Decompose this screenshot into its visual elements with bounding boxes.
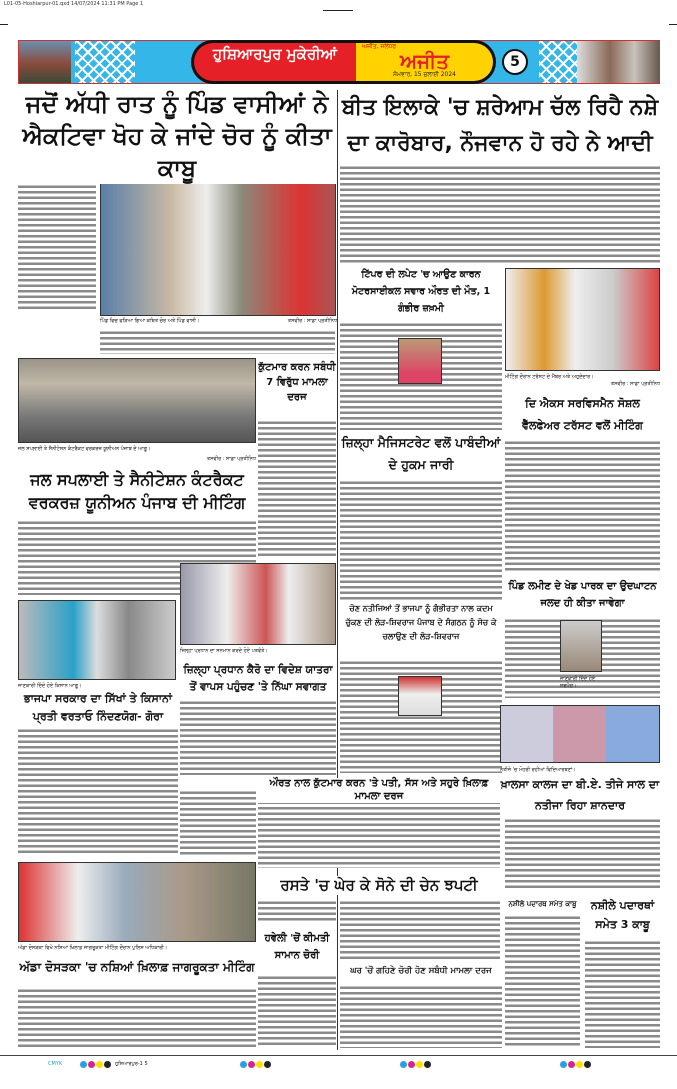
headline-bjp: ਭਾਜਪਾ ਸਰਕਾਰ ਦਾ ਸਿੱਖਾਂ ਤੇ ਕਿਸਾਨਾਂ ਪ੍ਰਤੀ ਵਰਤਾਓ ਨਿੰਦਣਯੋਗ- ਗੋਰਾ <box>18 690 178 726</box>
column-divider <box>337 90 338 1050</box>
article-body <box>340 480 502 600</box>
color-dot-magenta <box>248 1061 255 1068</box>
photo-farmers <box>18 600 176 680</box>
page-code: ਹੁਸ਼ਿਆਰਪੁਰ-1 5 <box>115 1061 148 1067</box>
photo-caption: ਜ਼ਿਲ੍ਹਾ ਪ੍ਰਧਾਨ ਦਾ ਸਨਮਾਨ ਕਰਦੇ ਹੋਏ ਪਤਵੰਤੇ। <box>180 648 268 654</box>
article-body <box>340 900 500 960</box>
article-body <box>258 420 336 558</box>
footer-rule <box>0 1055 677 1056</box>
headline-thief: ਜਦੋਂ ਅੱਧੀ ਰਾਤ ਨੂੰ ਪਿੰਡ ਵਾਸੀਆਂ ਨੇ ਐਕਟਿਵਾ ਖੋਹ ਕੇ ਜਾਂਦੇ ਚੋਰ ਨੂੰ ਕੀਤਾ ਕਾਬੂ <box>18 88 336 184</box>
color-dot-cyan <box>80 1061 87 1068</box>
article-body <box>505 818 660 890</box>
photo-union-meeting <box>18 358 256 443</box>
color-dot-black <box>584 1061 591 1068</box>
article-body <box>180 790 256 855</box>
headline-drugs: ਬੀਤ ਇਲਾਕੇ 'ਚ ਸ਼ਰੇਆਮ ਚੱਲ ਰਿਹੈ ਨਸ਼ੇ ਦਾ ਕਾਰੋਬਾਰ, ਨੌਜਵਾਨ ਹੋ ਰਹੇ ਨੇ ਆਦੀ <box>340 90 660 162</box>
photo-caption: ਜਾਣਕਾਰੀ ਦਿੰਦੇ ਹੋਏ ਕਿਸਾਨ ਆਗੂ। <box>18 683 82 689</box>
masthead-photo-left <box>19 41 71 83</box>
photo-welcome <box>180 563 336 645</box>
article-body <box>505 915 580 1048</box>
headline-arrest-1: ਨਸ਼ੀਲੇ ਪਦਾਰਥ ਸਮੇਤ ਕਾਬੂ <box>505 900 580 909</box>
crop-mark <box>0 24 8 25</box>
color-dot-black <box>424 1061 431 1068</box>
headline-wife-assault: ਔਰਤ ਨਾਲ ਕੁੱਟਮਾਰ ਕਰਨ 'ਤੇ ਪਤੀ, ਸੱਸ ਅਤੇ ਸਹੁਰੇ ਖ਼ਿਲਾਫ਼ ਮਾਮਲਾ ਦਰਜ <box>258 778 500 803</box>
color-dot-magenta <box>408 1061 415 1068</box>
headline-adda-meeting: ਅੱਡਾ ਦੋਸੜਕਾ 'ਚ ਨਸ਼ਿਆਂ ਖ਼ਿਲਾਫ਼ ਜਾਗਰੂਕਤਾ ਮੀਟਿੰਗ <box>19 960 255 974</box>
color-dot-cyan <box>400 1061 407 1068</box>
headline-trust: ਦਿ ਐਕਸ ਸਰਵਿਸਮੈਨ ਸੋਸ਼ਲ ਵੈੱਲਫੇਅਰ ਟਰੱਸਟ ਵਲੋਂ ਮੀਟਿੰਗ <box>505 393 660 437</box>
article-body <box>18 728 178 853</box>
masthead-photo-right <box>577 41 659 83</box>
color-dot-yellow <box>256 1061 263 1068</box>
photo-credit: ਤਸਵੀਰ : ਸਾਡਾ ਪ੍ਰਤੀਨਿਧ <box>610 381 660 387</box>
issue-date: ਸੋਮਵਾਰ, 15 ਜੁਲਾਈ 2024 <box>393 71 456 78</box>
color-dot-cyan <box>560 1061 567 1068</box>
registration-mark <box>323 10 353 11</box>
color-dot-magenta <box>88 1061 95 1068</box>
headline-college: ਖ਼ਾਲਸਾ ਕਾਲਜ ਦਾ ਬੀ.ਏ. ਤੀਜੇ ਸਾਲ ਦਾ ਨਤੀਜਾ ਰਿਹਾ ਸ਼ਾਨਦਾਰ <box>500 774 660 816</box>
color-dot-yellow <box>576 1061 583 1068</box>
photo-caption: ਨਤੀਜੇ 'ਚ ਮੋਹਰੀ ਰਹੀਆਂ ਵਿਦਿਆਰਥਣਾਂ। <box>500 767 576 773</box>
edition-title: ਹੁਸ਼ਿਆਰਪੁਰ ਮੁਕੇਰੀਆਂ <box>191 40 356 84</box>
color-dot-black <box>264 1061 271 1068</box>
article-body <box>18 988 256 1048</box>
publisher-line: ਅਜੀਤ, ਜਲੰਧਰ <box>362 43 397 50</box>
article-body <box>258 900 336 922</box>
article-body <box>340 165 660 263</box>
masthead-pattern <box>75 41 135 83</box>
cmyk-label: CMYK <box>48 1061 63 1067</box>
headline-water-union: ਜਲ ਸਪਲਾਈ ਤੇ ਸੈਨੀਟੇਸ਼ਨ ਕੰਟਰੈਕਟ ਵਰਕਰਜ਼ ਯੂਨੀਅਨ ਪੰਜਾਬ ਦੀ ਮੀਟਿੰਗ <box>18 468 256 514</box>
photo-trust-meeting <box>505 268 660 371</box>
photo-thief <box>100 176 336 316</box>
article-body <box>100 330 335 354</box>
masthead <box>18 40 660 84</box>
article-body <box>585 940 660 1048</box>
color-dot-cyan <box>240 1061 247 1068</box>
photo-caption: ਮੀਟਿੰਗ ਦੌਰਾਨ ਟਰੱਸਟ ਦੇ ਮੈਂਬਰ ਅਤੇ ਅਹੁਦੇਦਾਰ। <box>505 374 594 380</box>
page-number: 5 <box>502 49 528 75</box>
headline-haveli-theft: ਹਵੇਲੀ 'ਚੋਂ ਕੀਮਤੀ ਸਾਮਾਨ ਚੋਰੀ <box>258 930 336 964</box>
photo-caption: ਜਾਣਕਾਰੀ ਦਿੰਦੇ ਹੋਏ ਸਰਪੰਚ। <box>560 676 596 689</box>
photo-leader <box>398 676 442 716</box>
headline-tipper-accident: ਟਿੱਪਰ ਦੀ ਲਪੇਟ 'ਚ ਆਉਣ ਕਾਰਨ ਮੋਟਰਸਾਈਕਲ ਸਵਾਰ ਔਰਤ ਦੀ ਮੌਤ, 1 ਗੰਭੀਰ ਜ਼ਖ਼ਮੀ <box>340 266 502 317</box>
article-body <box>258 975 336 1048</box>
masthead-logo-block <box>356 40 496 84</box>
photo-victim <box>398 338 442 384</box>
photo-credit: ਤਸਵੀਰ : ਸਾਡਾ ਪ੍ਰਤੀਨਿਧ <box>206 456 256 462</box>
photo-caption: ਅੱਡਾ ਦੋਸੜਕਾ ਵਿਖੇ ਨਸ਼ਿਆਂ ਖ਼ਿਲਾਫ਼ ਜਾਗਰੂਕਤਾ ਮੀਟਿੰਗ ਦੌਰਾਨ ਪੁਲਿਸ ਅਧਿਕਾਰੀ। <box>18 945 168 951</box>
article-body <box>180 700 336 775</box>
headline-magistrate: ਜ਼ਿਲ੍ਹਾ ਮੈਜਿਸਟਰੇਟ ਵਲੋਂ ਪਾਬੰਦੀਆਂ ਦੇ ਹੁਕਮ ਜਾਰੀ <box>340 432 502 476</box>
headline-assault-7: ਕੁੱਟਮਾਰ ਕਰਨ ਸਬੰਧੀ 7 ਵਿਰੁੱਧ ਮਾਮਲਾ ਦਰਜ <box>258 362 336 403</box>
headline-arrest-3: ਨਸ਼ੀਲੇ ਪਦਾਰਥਾਂ ਸਮੇਤ 3 ਕਾਬੂ <box>585 896 660 934</box>
headline-jewellery-theft: ਘਰ 'ਚੋਂ ਗਹਿਣੇ ਚੋਰੀ ਹੋਣ ਸਬੰਧੀ ਮਾਮਲਾ ਦਰਜ <box>340 966 502 977</box>
article-body <box>18 162 96 312</box>
color-dot-magenta <box>568 1061 575 1068</box>
photo-awareness-meeting <box>18 862 256 942</box>
headline-park: ਪਿੰਡ ਲਮੀਣ ਦੇ ਖੇਡ ਪਾਰਕ ਦਾ ਉਦਘਾਟਨ ਜਲਦ ਹੀ ਕੀਤਾ ਜਾਵੇਗਾ <box>505 578 660 612</box>
print-slug: L01-05-Hoshiarpur-01.qxd 14/07/2024 11:31 PM Page 1 <box>4 1 144 7</box>
color-dot-black <box>104 1061 111 1068</box>
crop-mark <box>669 24 677 25</box>
photo-caption: ਪਿੰਡ ਵਿਚ ਫੜਿਆ ਗਿਆ ਕਥਿਤ ਚੋਰ ਅਤੇ ਪਿੰਡ ਵਾਸੀ। <box>100 318 200 324</box>
photo-students <box>500 705 660 763</box>
photo-caption: ਜਲ ਸਪਲਾਈ ਤੇ ਸੈਨੀਟੇਸ਼ਨ ਕੰਟਰੈਕਟ ਵਰਕਰਜ਼ ਯੂਨੀਅਨ ਪੰਜਾਬ ਦੇ ਆਗੂ। <box>18 446 151 452</box>
article-body <box>340 985 502 1048</box>
headline-election: ਚੋਣ ਨਤੀਜਿਆਂ ਤੋਂ ਭਾਜਪਾ ਨੂੰ ਗੰਭੀਰਤਾ ਨਾਲ ਕਦਮ ਚੁੱਕਣ ਦੀ ਲੋੜ-ਸ਼ਿਵਰਾਜ ਪੰਜਾਬ ਦੇ ਸੰਗਠਨ ਨੂੰ ਸੋਚ ਕੇ ਚਲਾਉਣ ਦੀ ਲੋੜ-ਸ਼ਿਵਰਾਜ <box>340 602 502 644</box>
color-dot-yellow <box>96 1061 103 1068</box>
newspaper-logo: ਅਜੀਤ <box>399 49 450 73</box>
article-body <box>505 440 660 572</box>
headline-chain-snatching: ਰਸਤੇ 'ਚ ਘੇਰ ਕੇ ਸੋਨੇ ਦੀ ਚੇਨ ਝਪਟੀ <box>258 876 500 895</box>
photo-credit: ਤਸਵੀਰ : ਸਾਡਾ ਪ੍ਰਤੀਨਿਧ <box>287 318 337 324</box>
photo-sarpanch <box>560 620 602 672</box>
article-body <box>258 800 500 868</box>
headline-welcome: ਜ਼ਿਲ੍ਹਾ ਪ੍ਰਧਾਨ ਕੈਰੋ ਦਾ ਵਿਦੇਸ਼ ਯਾਤਰਾ ਤੋਂ ਵਾਪਸ ਪਹੁੰਚਣ 'ਤੇ ਨਿੱਘਾ ਸਵਾਗਤ <box>180 662 336 696</box>
color-dot-yellow <box>416 1061 423 1068</box>
